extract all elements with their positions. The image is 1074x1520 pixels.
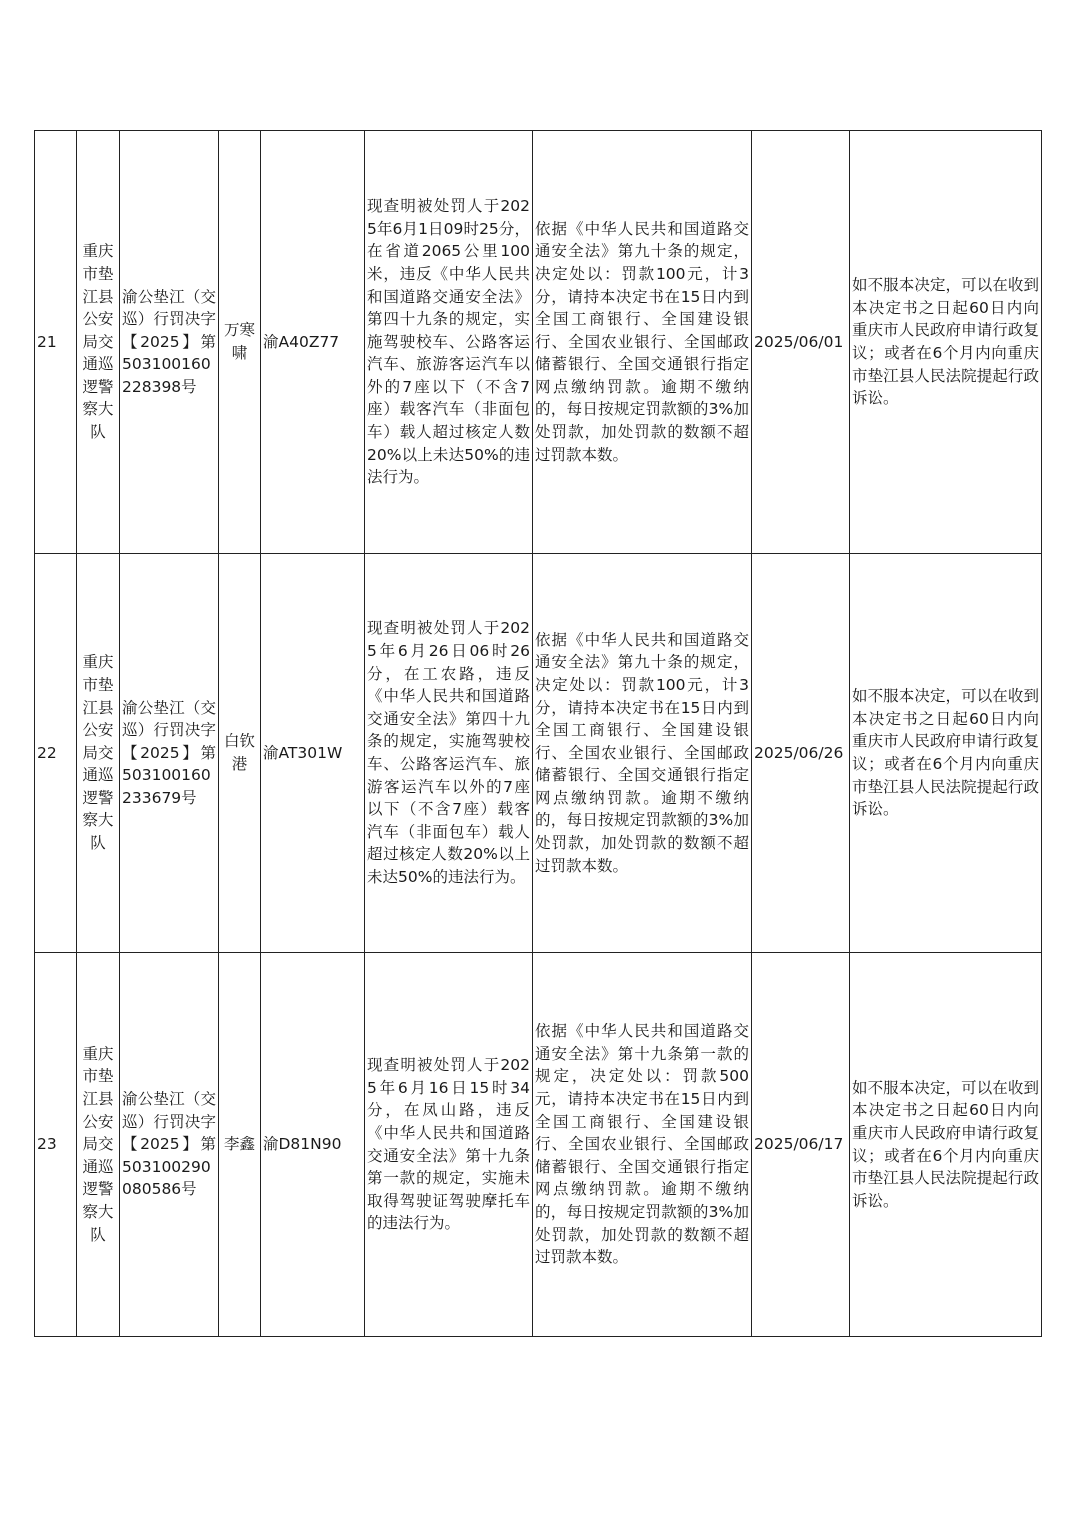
table-row	[35, 554, 1042, 953]
decision-document-number: 渝公垫江（交巡）行罚决字【2025】第503100160228398号	[120, 131, 219, 554]
record-number: 23	[35, 953, 77, 1337]
offender-name: 李鑫	[219, 953, 261, 1337]
decision-document-number: 渝公垫江（交巡）行罚决字【2025】第503100290080586号	[120, 953, 219, 1337]
issuing-authority: 重庆市垫江县公安局交通巡逻警察大队	[77, 554, 120, 953]
decision-document-number: 渝公垫江（交巡）行罚决字【2025】第503100160233679号	[120, 554, 219, 953]
table-row	[35, 953, 1042, 1337]
legal-remedy: 如不服本决定，可以在收到本决定书之日起60日内向重庆市人民政府申请行政复议；或者在6个月内向重庆市垫江县人民法院提起行政诉讼。	[850, 554, 1042, 953]
penalty-decision: 依据《中华人民共和国道路交通安全法》第九十条的规定，决定处以：罚款100元，计3分，请持本决定书在15日内到全国工商银行、全国建设银行、全国农业银行、全国邮政储蓄银行、全国交通银行指定网点缴纳罚款。逾期不缴纳的，每日按规定罚款额的3%加处罚款，加处罚款的数额不超过罚款本数。	[533, 554, 752, 953]
issuing-authority: 重庆市垫江县公安局交通巡逻警察大队	[77, 131, 120, 554]
penalty-decision: 依据《中华人民共和国道路交通安全法》第九十条的规定，决定处以：罚款100元，计3分，请持本决定书在15日内到全国工商银行、全国建设银行、全国农业银行、全国邮政储蓄银行、全国交通银行指定网点缴纳罚款。逾期不缴纳的，每日按规定罚款额的3%加处罚款，加处罚款的数额不超过罚款本数。	[533, 131, 752, 554]
violation-facts: 现查明被处罚人于2025年6月26日06时26分，在工农路，违反《中华人民共和国道路交通安全法》第四十九条的规定，实施驾驶校车、公路客运汽车、旅游客运汽车以外的7座以下（不含7座）载客汽车（非面包车）载人超过核定人数20%以上未达50%的违法行为。	[365, 554, 533, 953]
violation-facts: 现查明被处罚人于2025年6月16日15时34分，在凤山路，违反《中华人民共和国道路交通安全法》第十九条第一款的规定，实施未取得驾驶证驾驶摩托车的违法行为。	[365, 953, 533, 1337]
violation-facts: 现查明被处罚人于2025年6月1日09时25分，在省道2065公里100米，违反《中华人民共和国道路交通安全法》第四十九条的规定，实施驾驶校车、公路客运汽车、旅游客运汽车以外的7座以下（不含7座）载客汽车（非面包车）载人超过核定人数20%以上未达50%的违法行为。	[365, 131, 533, 554]
legal-remedy: 如不服本决定，可以在收到本决定书之日起60日内向重庆市人民政府申请行政复议；或者在6个月内向重庆市垫江县人民法院提起行政诉讼。	[850, 953, 1042, 1337]
offender-name: 白钦港	[219, 554, 261, 953]
license-plate: 渝A40Z77	[261, 131, 365, 554]
record-number: 22	[35, 554, 77, 953]
decision-date: 2025/06/01	[752, 131, 850, 554]
legal-remedy: 如不服本决定，可以在收到本决定书之日起60日内向重庆市人民政府申请行政复议；或者在6个月内向重庆市垫江县人民法院提起行政诉讼。	[850, 131, 1042, 554]
decision-date: 2025/06/26	[752, 554, 850, 953]
penalty-table	[34, 130, 1042, 1337]
license-plate: 渝D81N90	[261, 953, 365, 1337]
table-row	[35, 131, 1042, 554]
license-plate: 渝AT301W	[261, 554, 365, 953]
record-number: 21	[35, 131, 77, 554]
issuing-authority: 重庆市垫江县公安局交通巡逻警察大队	[77, 953, 120, 1337]
penalty-decision: 依据《中华人民共和国道路交通安全法》第十九条第一款的规定，决定处以：罚款500元，请持本决定书在15日内到全国工商银行、全国建设银行、全国农业银行、全国邮政储蓄银行、全国交通银行指定网点缴纳罚款。逾期不缴纳的，每日按规定罚款额的3%加处罚款，加处罚款的数额不超过罚款本数。	[533, 953, 752, 1337]
decision-date: 2025/06/17	[752, 953, 850, 1337]
offender-name: 万寒啸	[219, 131, 261, 554]
